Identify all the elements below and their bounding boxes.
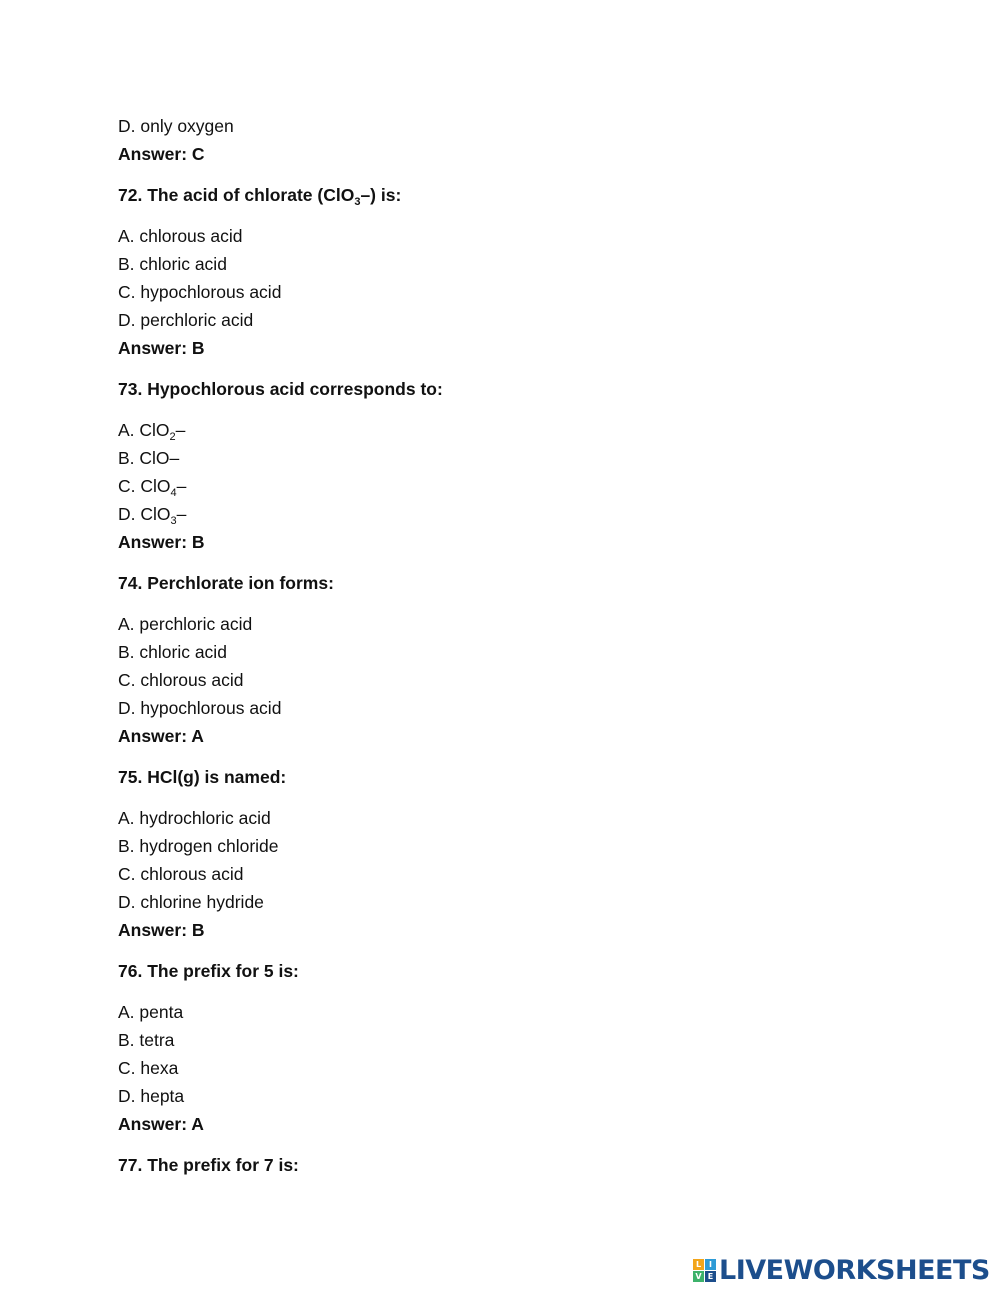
option-c: C. chlorous acid — [118, 670, 244, 690]
answer: Answer: A — [118, 726, 204, 746]
answer: Answer: B — [118, 532, 205, 552]
option-b: B. hydrogen chloride — [118, 836, 279, 856]
brand-name: LIVEWORKSHEETS — [719, 1254, 990, 1286]
option-d: D. only oxygen — [118, 116, 234, 136]
option-b: B. ClO– — [118, 448, 180, 468]
liveworksheets-logo[interactable] — [693, 1255, 990, 1285]
option-d: D. hepta — [118, 1086, 185, 1106]
option-d: D. hypochlorous acid — [118, 698, 282, 718]
option-c: C. chlorous acid — [118, 864, 244, 884]
option-a: A. penta — [118, 1002, 184, 1022]
subscript: 3 — [354, 196, 361, 208]
option-c: C. hypochlorous acid — [118, 282, 282, 302]
question-text: –) is: — [360, 185, 402, 205]
logo-tile: I — [705, 1259, 716, 1270]
option-d: D. chlorine hydride — [118, 892, 264, 912]
option-text: C. ClO — [118, 476, 171, 496]
question-75: 75. HCl(g) is named: — [118, 767, 287, 787]
answer: Answer: B — [118, 338, 205, 358]
answer: Answer: B — [118, 920, 205, 940]
option-text: – — [176, 476, 187, 496]
option-text: D. ClO — [118, 504, 171, 524]
logo-tile: V — [693, 1271, 704, 1282]
option-b: B. chloric acid — [118, 254, 227, 274]
option-b: B. tetra — [118, 1030, 175, 1050]
question-72 — [118, 185, 898, 213]
question-text: 72. The acid of chlorate (ClO — [118, 185, 355, 205]
answer: Answer: A — [118, 1114, 204, 1134]
option-a: A. hydrochloric acid — [118, 808, 271, 828]
option-d: D. perchloric acid — [118, 310, 254, 330]
option-text: – — [175, 420, 186, 440]
option-a: A. perchloric acid — [118, 614, 253, 634]
question-73: 73. Hypochlorous acid corresponds to: — [118, 379, 443, 399]
option-text: A. ClO — [118, 420, 170, 440]
logo-tile: E — [705, 1271, 716, 1282]
subscript: 3 — [170, 515, 177, 527]
worksheet-page — [118, 116, 898, 1196]
answer: Answer: C — [118, 144, 205, 164]
logo-tile: L — [693, 1259, 704, 1270]
question-74: 74. Perchlorate ion forms: — [118, 573, 334, 593]
subscript: 4 — [170, 487, 177, 499]
option-a: A. chlorous acid — [118, 226, 243, 246]
option-d — [118, 504, 898, 532]
question-77: 77. The prefix for 7 is: — [118, 1155, 299, 1175]
option-b: B. chloric acid — [118, 642, 227, 662]
subscript: 2 — [169, 431, 176, 443]
question-76: 76. The prefix for 5 is: — [118, 961, 299, 981]
option-a — [118, 420, 898, 448]
option-text: – — [176, 504, 187, 524]
option-c: C. hexa — [118, 1058, 179, 1078]
option-c — [118, 476, 898, 504]
logo-mark-icon — [693, 1259, 716, 1282]
